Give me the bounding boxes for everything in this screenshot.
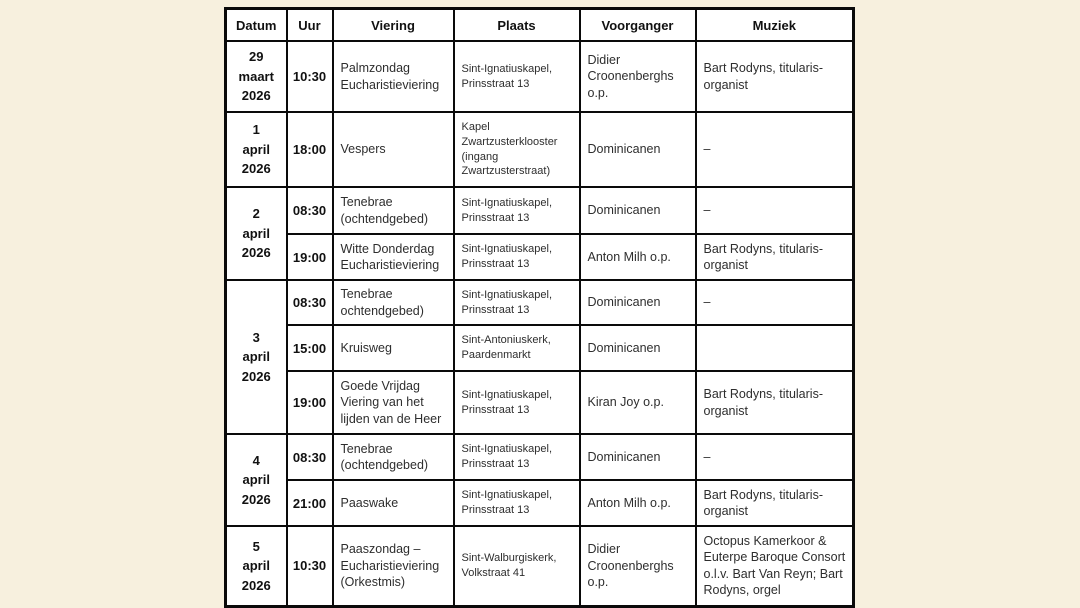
celebrant-cell: Dominicanen xyxy=(580,434,696,480)
date-day: 2 xyxy=(252,206,260,222)
time-cell: 10:30 xyxy=(287,526,333,606)
date-month: april xyxy=(242,472,270,488)
date-month: april xyxy=(242,558,270,573)
service-cell: Palmzondag Eucharistieviering xyxy=(333,41,454,112)
service-cell: Tenebrae ochtendgebed) xyxy=(333,280,454,325)
date-year: 2026 xyxy=(241,491,271,507)
date-month: april xyxy=(242,225,270,241)
celebrant-cell: Didier Croonenberghs o.p. xyxy=(580,41,696,112)
date-month: april xyxy=(242,141,270,157)
date-month: april xyxy=(242,349,270,365)
location-cell: Sint-Ignatiuskapel, Prinsstraat 13 xyxy=(454,371,580,434)
music-cell: – xyxy=(696,280,854,325)
time-cell: 21:00 xyxy=(287,480,333,526)
column-header-datum: Datum xyxy=(226,9,287,42)
location-cell: Sint-Ignatiuskapel, Prinsstraat 13 xyxy=(454,41,580,112)
time-cell: 15:00 xyxy=(287,325,333,371)
date-cell xyxy=(226,526,287,606)
liturgical-schedule-table xyxy=(224,7,855,608)
column-header-plaats: Plaats xyxy=(454,9,580,42)
column-header-uur: Uur xyxy=(287,9,333,42)
time-cell: 08:30 xyxy=(287,187,333,234)
schedule-table-container xyxy=(224,7,855,608)
location-cell: Sint-Ignatiuskapel, Prinsstraat 13 xyxy=(454,434,580,480)
date-year: 2026 xyxy=(241,577,271,593)
music-cell: Octopus Kamerkoor & Euterpe Baroque Consort o.l.v. Bart Van Reyn; Bart Rodyns, orgel xyxy=(696,526,854,606)
table-row xyxy=(226,526,854,606)
service-cell: Tenebrae (ochtendgebed) xyxy=(333,434,454,480)
table-row xyxy=(226,434,854,480)
time-cell: 18:00 xyxy=(287,112,333,187)
table-row xyxy=(226,325,854,371)
date-year: 2026 xyxy=(241,161,271,177)
music-cell: – xyxy=(696,434,854,480)
celebrant-cell: Kiran Joy o.p. xyxy=(580,371,696,434)
service-cell: Paaszondag – Eucharistieviering (Orkestmis) xyxy=(333,526,454,606)
service-cell: Vespers xyxy=(333,112,454,187)
music-cell: Bart Rodyns, titularis-organist xyxy=(696,480,854,526)
column-header-muziek: Muziek xyxy=(696,9,854,42)
music-cell: Bart Rodyns, titularis-organist xyxy=(696,371,854,434)
music-cell: Bart Rodyns, titularis-organist xyxy=(696,234,854,280)
column-header-voorganger: Voorganger xyxy=(580,9,696,42)
time-cell: 10:30 xyxy=(287,41,333,112)
service-cell: Tenebrae (ochtendgebed) xyxy=(333,187,454,234)
date-month: maart xyxy=(238,68,274,84)
table-row xyxy=(226,41,854,112)
service-cell: Kruisweg xyxy=(333,325,454,371)
celebrant-cell: Dominicanen xyxy=(580,280,696,325)
music-cell xyxy=(696,325,854,371)
time-cell: 19:00 xyxy=(287,234,333,280)
time-cell: 08:30 xyxy=(287,280,333,325)
date-day: 4 xyxy=(252,452,260,468)
celebrant-cell: Didier Croonenberghs o.p. xyxy=(580,526,696,606)
table-row xyxy=(226,187,854,234)
column-header-viering: Viering xyxy=(333,9,454,42)
celebrant-cell: Dominicanen xyxy=(580,325,696,371)
music-cell: – xyxy=(696,187,854,234)
celebrant-cell: Dominicanen xyxy=(580,187,696,234)
date-year: 2026 xyxy=(241,88,271,104)
service-cell: Goede Vrijdag Viering van het lijden van de Heer xyxy=(333,371,454,434)
date-year: 2026 xyxy=(241,368,271,384)
date-day: 5 xyxy=(252,538,260,554)
location-cell: Kapel Zwartzusterklooster (ingang Zwartzusterstraat) xyxy=(454,112,580,187)
table-row xyxy=(226,371,854,434)
date-cell xyxy=(226,41,287,112)
date-cell xyxy=(226,434,287,526)
header-row xyxy=(226,9,854,42)
music-cell: Bart Rodyns, titularis-organist xyxy=(696,41,854,112)
service-cell: Witte Donderdag Eucharistieviering xyxy=(333,234,454,280)
celebrant-cell: Anton Milh o.p. xyxy=(580,480,696,526)
table-row xyxy=(226,480,854,526)
location-cell: Sint-Ignatiuskapel, Prinsstraat 13 xyxy=(454,234,580,280)
date-day: 1 xyxy=(252,122,260,138)
table-row xyxy=(226,280,854,325)
location-cell: Sint-Ignatiuskapel, Prinsstraat 13 xyxy=(454,187,580,234)
service-cell: Paaswake xyxy=(333,480,454,526)
date-cell xyxy=(226,112,287,187)
time-cell: 19:00 xyxy=(287,371,333,434)
time-cell: 08:30 xyxy=(287,434,333,480)
date-day: 29 xyxy=(249,49,264,65)
date-cell xyxy=(226,187,287,280)
celebrant-cell: Anton Milh o.p. xyxy=(580,234,696,280)
date-cell xyxy=(226,280,287,434)
location-cell: Sint-Antoniuskerk, Paardenmarkt xyxy=(454,325,580,371)
date-year: 2026 xyxy=(241,245,271,261)
date-day: 3 xyxy=(252,329,260,345)
location-cell: Sint-Walburgiskerk, Volkstraat 41 xyxy=(454,526,580,606)
location-cell: Sint-Ignatiuskapel, Prinsstraat 13 xyxy=(454,480,580,526)
music-cell: – xyxy=(696,112,854,187)
table-row xyxy=(226,112,854,187)
celebrant-cell: Dominicanen xyxy=(580,112,696,187)
table-row xyxy=(226,234,854,280)
location-cell: Sint-Ignatiuskapel, Prinsstraat 13 xyxy=(454,280,580,325)
